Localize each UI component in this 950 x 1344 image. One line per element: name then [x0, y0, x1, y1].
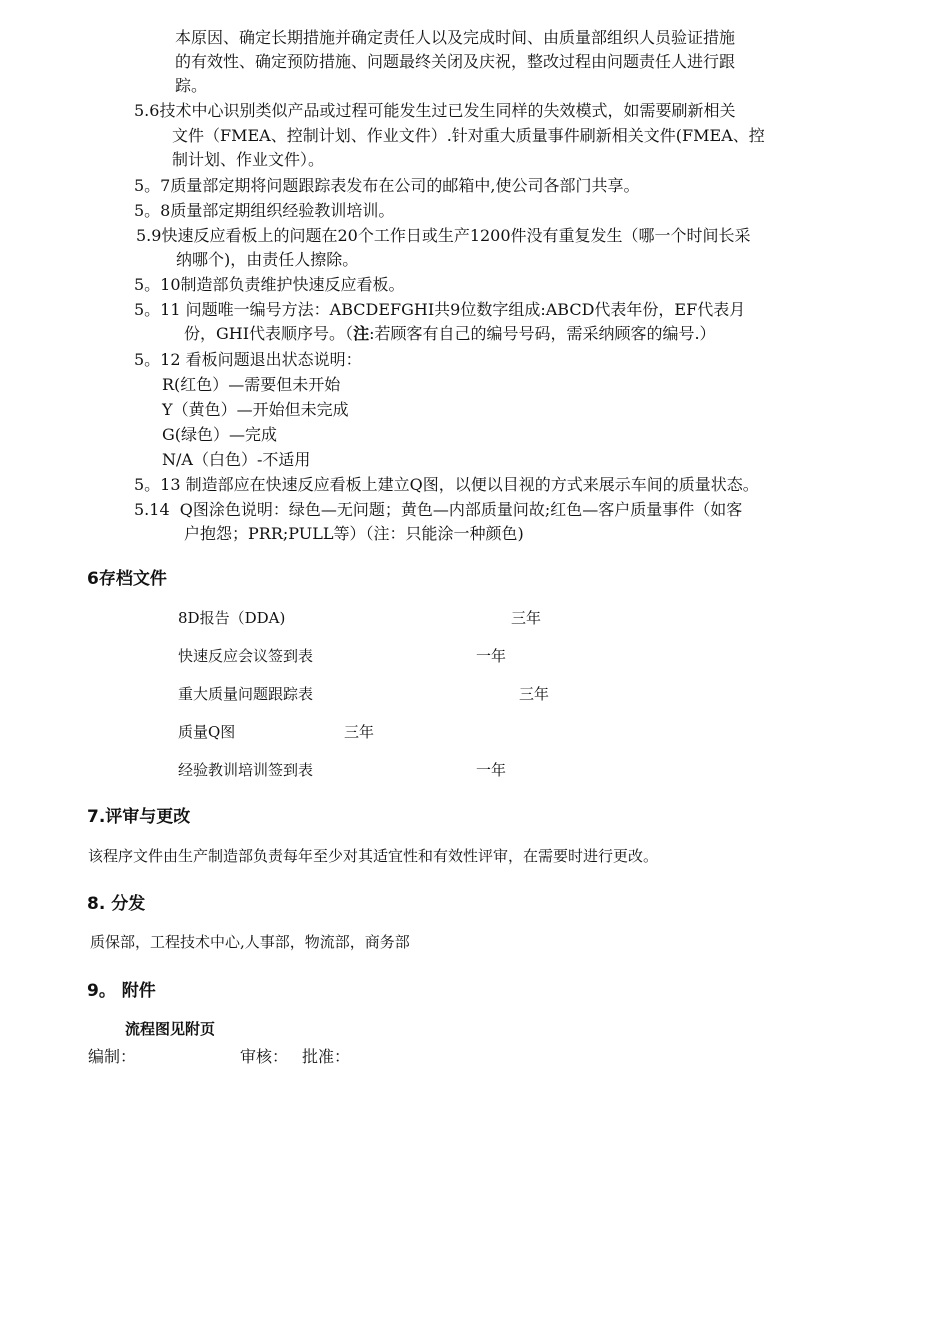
- record-name: 重大质量问题跟踪表: [178, 685, 314, 703]
- continued-line-1: 本原因、确定长期措施并确定责任人以及完成时间、由质量部组织人员验证措施: [175, 28, 736, 47]
- record-period: 三年: [344, 723, 375, 741]
- continued-line-2: 的有效性、确定预防措施、问题最终关闭及庆祝，整改过程由问题责任人进行跟: [175, 52, 736, 71]
- section-9-sub: 流程图见附页: [125, 1020, 216, 1038]
- item-number: 5。10: [134, 275, 181, 294]
- item-text: 看板问题退出状态说明：: [185, 350, 362, 369]
- record-period: 一年: [476, 761, 507, 779]
- item-5-12: [134, 348, 362, 372]
- record-name: 质量Q图: [178, 723, 236, 741]
- item-text: 份，GHI代表顺序号。（: [184, 324, 354, 343]
- item-number: 5。11: [134, 300, 181, 319]
- record-period: 三年: [519, 685, 550, 703]
- section-7-text: 该程序文件由生产制造部负责每年至少对其适宜性和有效性评审，在需要时进行更改。: [88, 847, 659, 865]
- item-text: 问题唯一编号方法：ABCDEFGHI共9位数字组成:ABCD代表年份，EF代表月: [185, 300, 746, 319]
- item-5-6-line-3: 制计划、作业文件）。: [172, 150, 325, 169]
- record-name: 8D报告（DDA): [178, 609, 286, 627]
- item-text: 快速反应看板上的问题在20个工作日或生产1200件没有重复发生（哪一个时间长采: [161, 226, 751, 245]
- item-text: 制造部应在快速反应看板上建立Q图，以便以目视的方式来展示车间的质量状态。: [185, 475, 759, 494]
- item-text: Q图涂色说明：绿色—无问题；黄色—内部质量问故;红色—客户质量事件（如客: [179, 500, 743, 519]
- item-number: 5。8: [134, 201, 171, 220]
- item-number: 5.6: [134, 101, 160, 120]
- item-number: 5。7: [134, 176, 171, 195]
- item-5-14-line-2: 户抱怨；PRR;PULL等）（注：只能涂一种颜色): [184, 524, 524, 543]
- item-5-14: [134, 498, 742, 522]
- item-5-11: [134, 298, 745, 322]
- section-7-heading: 7.评审与更改: [87, 807, 191, 827]
- item-5-8: [134, 199, 394, 223]
- section-8-heading: 8. 分发: [87, 894, 146, 914]
- item-5-7: [134, 174, 639, 198]
- item-text: 技术中心识别类似产品或过程可能发生过已发生同样的失效模式，如需要刷新相关: [159, 101, 736, 120]
- item-number: 5.9: [136, 226, 162, 245]
- record-name: 快速反应会议签到表: [178, 647, 314, 665]
- status-na: N/A（白色）-不适用: [162, 450, 311, 469]
- item-5-6: [134, 99, 735, 123]
- record-period: 三年: [511, 609, 542, 627]
- status-red: R(红色）—需要但未开始: [162, 375, 341, 394]
- record-name: 经验教训培训签到表: [178, 761, 314, 779]
- record-period: 一年: [476, 647, 507, 665]
- item-number: 5。12: [134, 350, 181, 369]
- item-number: 5。13: [134, 475, 181, 494]
- section-9-heading: 9。 附件: [87, 981, 156, 1001]
- section-6-heading: 6存档文件: [87, 569, 167, 589]
- signoff-approve: 批准：: [302, 1047, 351, 1066]
- item-5-9: [136, 224, 751, 248]
- item-5-9-line-2: 纳哪个)，由责任人擦除。: [176, 250, 359, 269]
- status-green: G(绿色）—完成: [162, 425, 278, 444]
- item-number: 5.14: [134, 500, 170, 519]
- item-5-10: [134, 273, 405, 297]
- item-5-11-line-2: [184, 322, 716, 346]
- item-text: 质量部定期组织经验教训培训。: [170, 201, 395, 220]
- note-label: 注: [353, 324, 370, 343]
- item-5-6-line-2: 文件（FMEA、控制计划、作业文件）.针对重大质量事件刷新相关文件(FMEA、控: [172, 126, 765, 145]
- signoff-review: 审核：: [240, 1047, 289, 1066]
- continued-line-3: 踪。: [175, 76, 208, 95]
- section-8-text: 质保部，工程技术中心,人事部，物流部，商务部: [90, 933, 410, 951]
- status-yellow: Y（黄色）—开始但未完成: [162, 400, 349, 419]
- item-text: 制造部负责维护快速反应看板。: [180, 275, 405, 294]
- item-5-13: [134, 473, 759, 497]
- item-text: 质量部定期将问题跟踪表发布在公司的邮箱中,使公司各部门共享。: [170, 176, 640, 195]
- signoff-compile: 编制：: [88, 1047, 137, 1066]
- note-text: :若顾客有自己的编号号码，需采纳顾客的编号.）: [369, 324, 716, 343]
